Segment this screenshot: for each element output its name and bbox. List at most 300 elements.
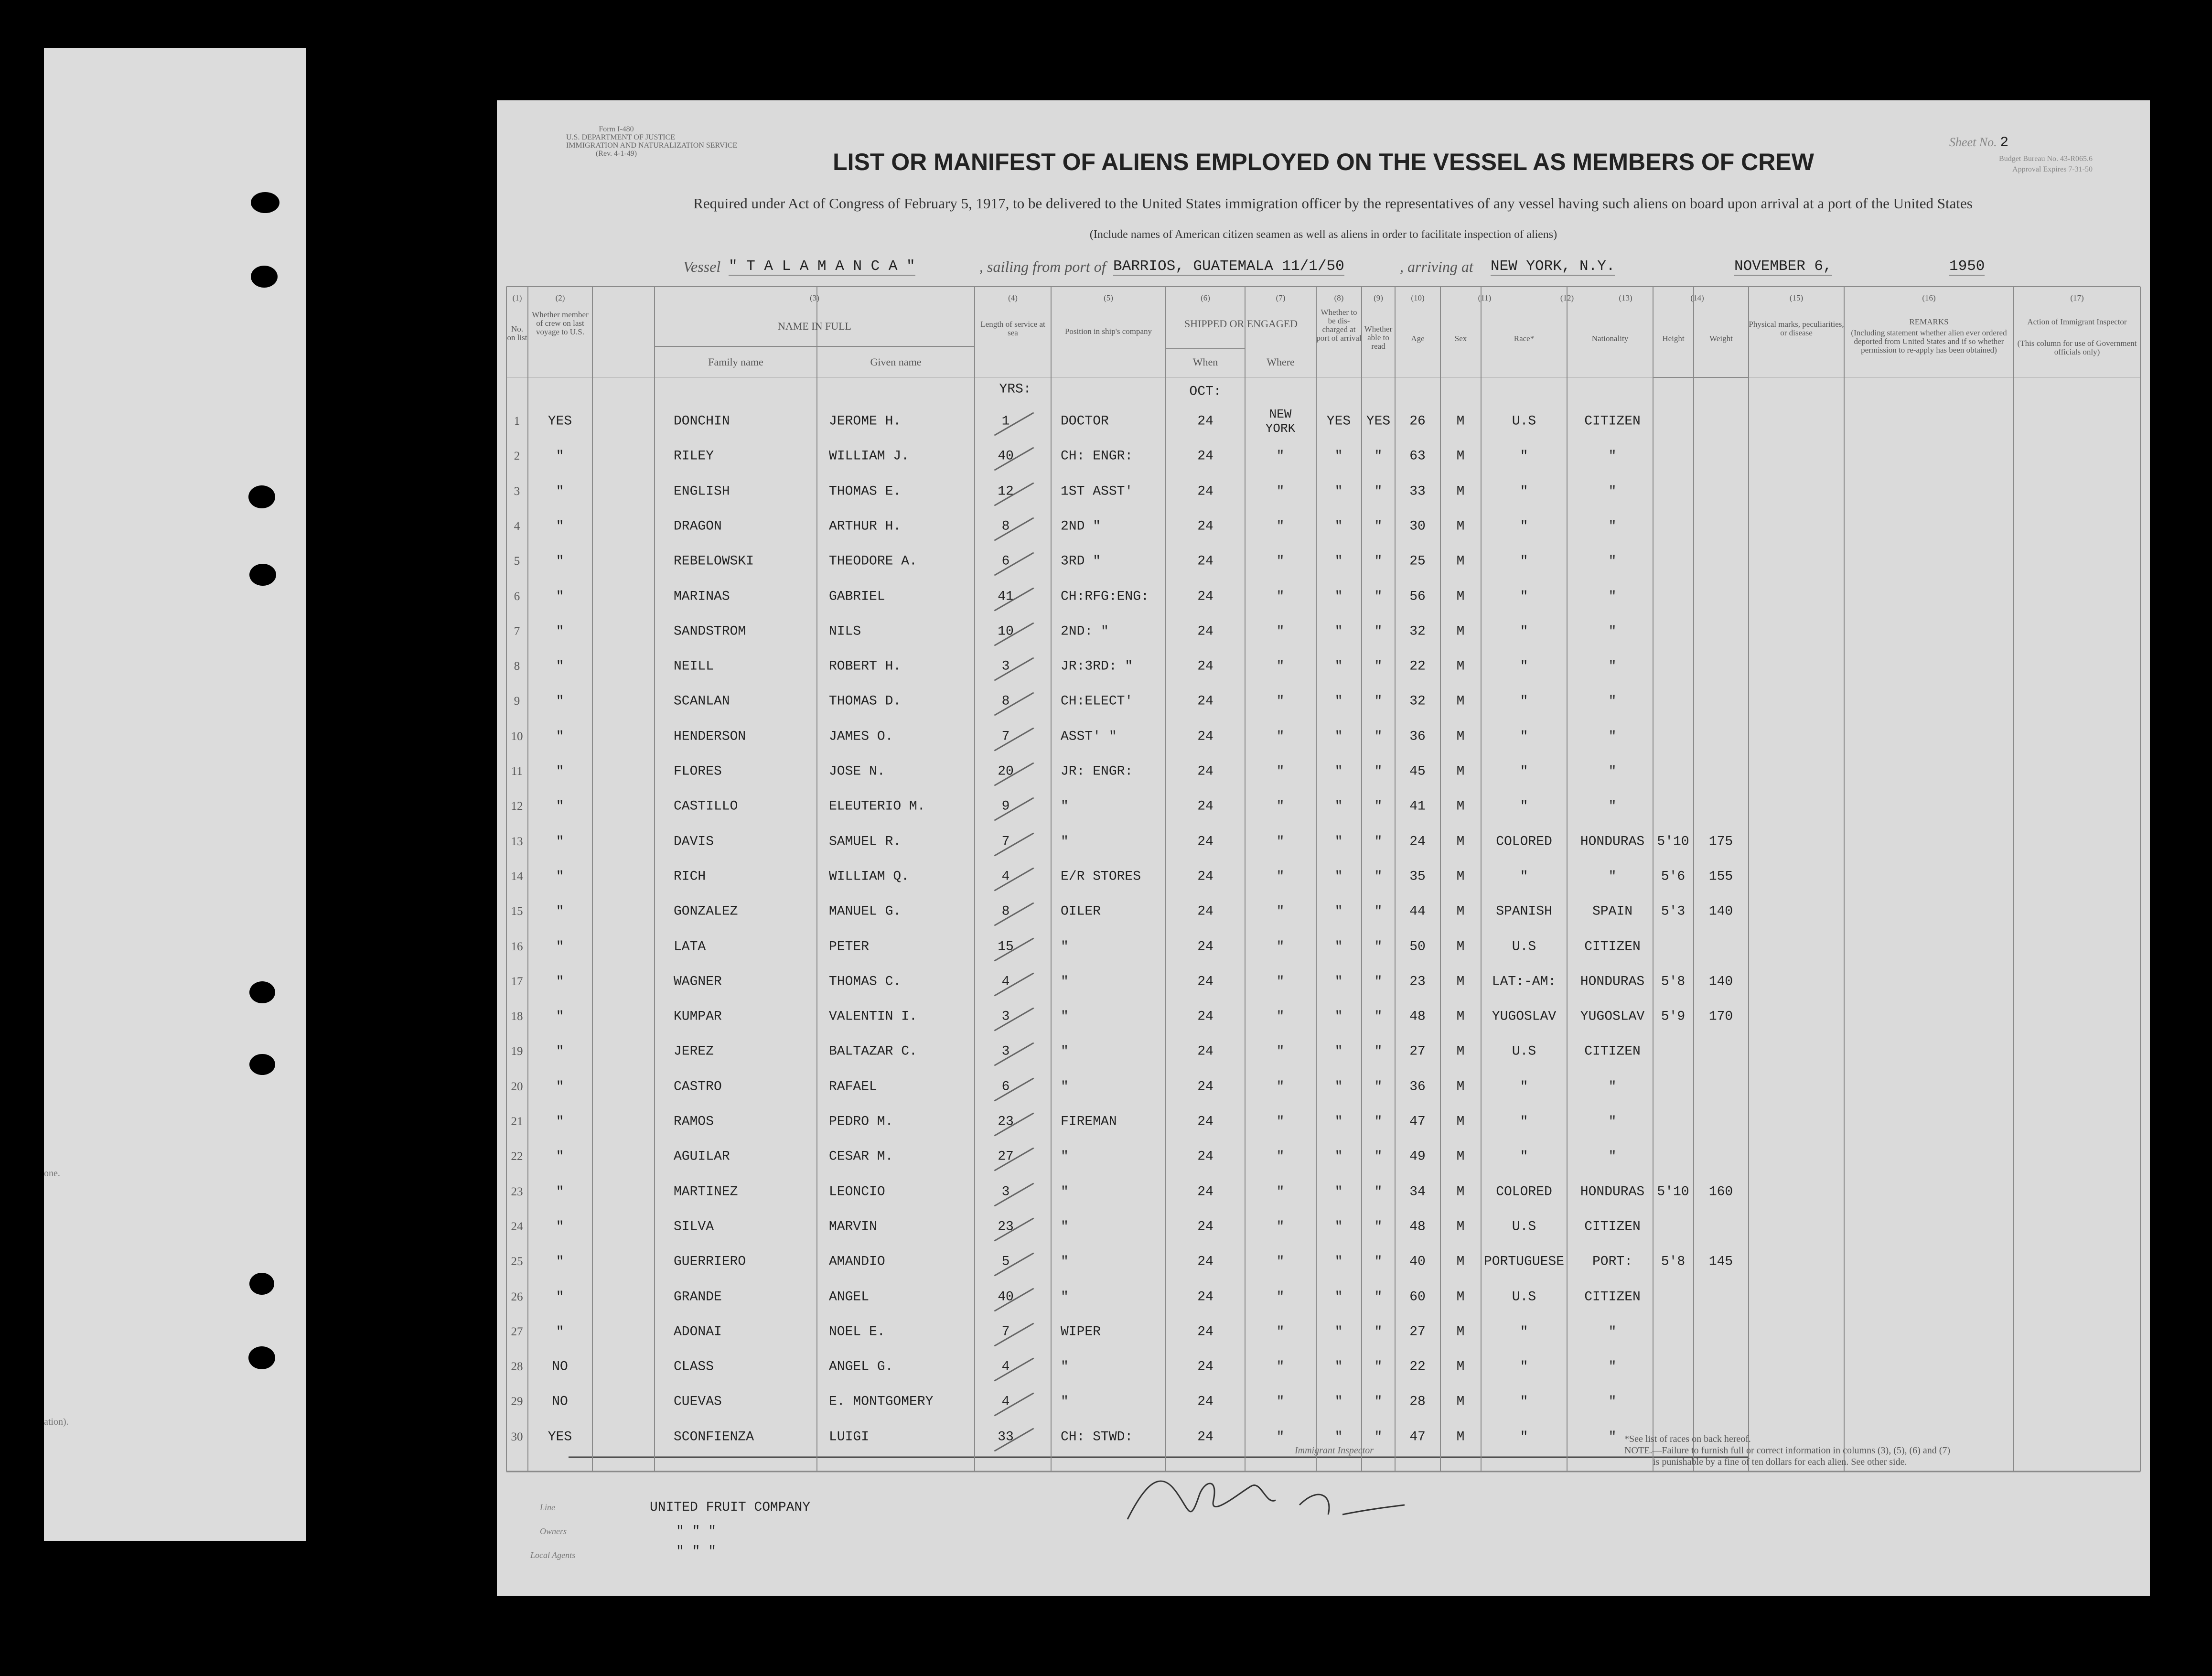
length-of-service-cell: 23 [998, 1114, 1014, 1129]
length-of-service-cell: 10 [998, 624, 1014, 639]
shipped-when-cell: 24 [1197, 1429, 1213, 1445]
shipped-where-cell: " [1276, 1359, 1285, 1375]
row-number: 14 [511, 870, 523, 883]
budget-number: Budget Bureau No. 43-R065.6 [1999, 155, 2093, 163]
height-cell: 5'8 [1661, 974, 1686, 989]
discharged-cell: " [1334, 939, 1343, 955]
shipped-when-cell: 24 [1197, 1184, 1213, 1200]
able-to-read-cell: " [1374, 1009, 1383, 1024]
position-cell: JR:3RD: " [1061, 659, 1133, 674]
position-cell: " [1061, 1149, 1069, 1164]
race-cell: U.S [1512, 414, 1536, 429]
shipping-line: UNITED FRUIT COMPANY [650, 1500, 811, 1515]
revision: (Rev. 4-1-49) [595, 150, 637, 158]
nationality-cell: " [1608, 1114, 1617, 1129]
row-number: 13 [511, 835, 523, 848]
shipped-where-cell: " [1276, 764, 1285, 779]
race-cell: COLORED [1496, 1184, 1552, 1200]
age-cell: 27 [1409, 1324, 1426, 1340]
height-cell: 5'10 [1657, 834, 1689, 849]
race-cell: " [1520, 1394, 1528, 1409]
length-of-service-cell: 7 [1001, 834, 1010, 849]
header-physical-marks: Physical marks, peculiarities, or disease [1749, 320, 1844, 337]
length-of-service-cell: 8 [1001, 904, 1010, 919]
race-cell: YUGOSLAV [1492, 1009, 1557, 1024]
shipped-when-cell: 24 [1197, 974, 1213, 989]
age-cell: 36 [1409, 729, 1426, 744]
shipped-when-cell: 24 [1197, 1254, 1213, 1269]
last-voyage-cell: " [556, 659, 564, 674]
header-weight: Weight [1709, 334, 1733, 343]
sex-cell: M [1456, 1429, 1465, 1445]
row-number: 28 [511, 1360, 523, 1373]
margin-fragment: ation). [44, 1417, 69, 1427]
row-number: 1 [514, 415, 520, 428]
penalty-note: NOTE.—Failure to furnish full or correct information in columns (3), (5), (6) and (7) [1624, 1445, 1951, 1456]
sex-cell: M [1456, 974, 1465, 989]
position-cell: " [1061, 1254, 1069, 1269]
shipped-when-cell: 24 [1197, 589, 1213, 604]
page-title: LIST OR MANIFEST OF ALIENS EMPLOYED ON THE VESSEL AS MEMBERS OF CREW [833, 149, 1814, 175]
sex-cell: M [1456, 1079, 1465, 1095]
shipped-when-cell: 24 [1197, 1359, 1213, 1375]
position-cell: " [1061, 1184, 1069, 1200]
able-to-read-cell: " [1374, 869, 1383, 884]
nationality-cell: PORT: [1592, 1254, 1632, 1269]
last-voyage-cell: " [556, 694, 564, 709]
race-cell: " [1520, 764, 1528, 779]
binder-hole [251, 266, 278, 288]
weight-cell: 140 [1708, 974, 1733, 989]
last-voyage-cell: " [556, 729, 564, 744]
family-name-cell: DONCHIN [674, 414, 730, 429]
position-cell: 2ND: " [1061, 624, 1109, 639]
able-to-read-cell: " [1374, 484, 1383, 499]
height-cell: 5'8 [1661, 1254, 1686, 1269]
position-cell: " [1061, 1219, 1069, 1235]
nationality-cell: HONDURAS [1580, 834, 1645, 849]
last-voyage-cell: " [556, 519, 564, 534]
shipped-where-cell: " [1276, 729, 1285, 744]
vessel-name: " T A L A M A N C A " [729, 258, 915, 275]
shipped-when-cell: 24 [1197, 764, 1213, 779]
length-of-service-cell: 12 [998, 484, 1014, 499]
discharged-cell: " [1334, 589, 1343, 604]
position-cell: CH:RFG:ENG: [1061, 589, 1149, 604]
given-name-cell: PETER [829, 939, 870, 955]
last-voyage-cell: " [556, 1079, 564, 1095]
age-cell: 35 [1409, 869, 1426, 884]
age-cell: 34 [1409, 1184, 1426, 1200]
shipped-where-cell: " [1276, 1009, 1285, 1024]
nationality-cell: HONDURAS [1580, 974, 1645, 989]
last-voyage-cell: " [556, 1219, 564, 1235]
race-cell: " [1520, 1114, 1528, 1129]
position-cell: OILER [1061, 904, 1101, 919]
sex-cell: M [1456, 1359, 1465, 1375]
height-cell: 5'10 [1657, 1184, 1689, 1200]
agents-value: " " " [676, 1544, 717, 1559]
discharged-cell: " [1334, 449, 1343, 464]
family-name-cell: GUERRIERO [674, 1254, 746, 1269]
discharged-cell: " [1334, 1359, 1343, 1375]
header-sex: Sex [1454, 334, 1467, 343]
header-inspector-note: (This column for use of Government officials only) [2017, 339, 2137, 356]
given-name-cell: MANUEL G. [829, 904, 902, 919]
nationality-cell: " [1608, 624, 1617, 639]
discharged-cell: " [1334, 834, 1343, 849]
discharged-cell: " [1334, 1009, 1343, 1024]
nationality-cell: " [1608, 1429, 1617, 1445]
nationality-cell: " [1608, 694, 1617, 709]
vessel-label: Vessel [683, 258, 721, 275]
last-voyage-cell: NO [552, 1359, 568, 1375]
given-name-cell: LEONCIO [829, 1184, 885, 1200]
shipped-where-cell: " [1276, 1184, 1285, 1200]
family-name-cell: REBELOWSKI [674, 554, 754, 569]
position-cell: " [1061, 1394, 1069, 1409]
given-name-cell: ROBERT H. [829, 659, 902, 674]
able-to-read-cell: " [1374, 834, 1383, 849]
position-cell: " [1061, 834, 1069, 849]
shipped-where-cell: " [1276, 1254, 1285, 1269]
race-cell: U.S [1512, 939, 1536, 955]
inspector-label: Immigrant Inspector [1295, 1445, 1374, 1456]
header-family-name: Family name [708, 356, 763, 368]
race-cell: U.S [1512, 1044, 1536, 1059]
able-to-read-cell: " [1374, 799, 1383, 814]
shipped-when-cell: 24 [1197, 729, 1213, 744]
given-name-cell: SAMUEL R. [829, 834, 902, 849]
row-number: 3 [514, 485, 520, 498]
able-to-read-cell: " [1374, 554, 1383, 569]
able-to-read-cell: " [1374, 729, 1383, 744]
sex-cell: M [1456, 484, 1465, 499]
weight-cell: 175 [1708, 834, 1733, 849]
last-voyage-cell: " [556, 554, 564, 569]
nationality-cell: " [1608, 729, 1617, 744]
discharged-cell: " [1334, 1394, 1343, 1409]
header-length-of-service: Length of service at sea [980, 320, 1045, 337]
age-cell: 25 [1409, 554, 1426, 569]
given-name-cell: CESAR M. [829, 1149, 893, 1164]
nationality-cell: " [1608, 554, 1617, 569]
discharged-cell: " [1334, 974, 1343, 989]
header-position: Position in ship's company [1064, 327, 1152, 336]
shipped-where-cell: " [1276, 1079, 1285, 1095]
shipped-where-cell: " [1276, 484, 1285, 499]
sex-cell: M [1456, 799, 1465, 814]
row-number: 19 [511, 1045, 523, 1058]
sex-cell: M [1456, 939, 1465, 955]
shipped-where-cell: " [1276, 834, 1285, 849]
able-to-read-cell: " [1374, 1114, 1383, 1129]
race-cell: " [1520, 589, 1528, 604]
nationality-cell: " [1608, 869, 1617, 884]
family-name-cell: ADONAI [674, 1324, 722, 1340]
header-nationality: Nationality [1591, 334, 1629, 343]
shipped-where-cell: " [1276, 694, 1285, 709]
weight-cell: 170 [1708, 1009, 1733, 1024]
last-voyage-cell: " [556, 589, 564, 604]
nationality-cell: " [1608, 659, 1617, 674]
position-cell: E/R STORES [1061, 869, 1141, 884]
length-of-service-cell: 3 [1001, 659, 1010, 674]
shipped-when-cell: 24 [1197, 1149, 1213, 1164]
sex-cell: M [1456, 519, 1465, 534]
shipped-when-cell: 24 [1197, 939, 1213, 955]
race-cell: U.S [1512, 1219, 1536, 1235]
family-name-cell: DAVIS [674, 834, 714, 849]
shipped-when-cell: 24 [1197, 869, 1213, 884]
sex-cell: M [1456, 1254, 1465, 1269]
shipped-where-cell: " [1276, 519, 1285, 534]
given-name-cell: NILS [829, 624, 861, 639]
length-of-service-cell: 8 [1001, 519, 1010, 534]
race-cell: " [1520, 1324, 1528, 1340]
given-name-cell: PEDRO M. [829, 1114, 893, 1129]
last-voyage-cell: " [556, 449, 564, 464]
family-name-cell: NEILL [674, 659, 714, 674]
row-number: 7 [514, 625, 520, 638]
column-number: (5) [1104, 293, 1113, 302]
length-of-service-cell: 23 [998, 1219, 1014, 1235]
discharged-cell: " [1334, 1324, 1343, 1340]
header-where: Where [1267, 356, 1295, 368]
able-to-read-cell: " [1374, 904, 1383, 919]
family-name-cell: GRANDE [674, 1289, 722, 1305]
able-to-read-cell: " [1374, 624, 1383, 639]
sex-cell: M [1456, 1044, 1465, 1059]
family-name-cell: RAMOS [674, 1114, 714, 1129]
shipped-when-cell: 24 [1197, 1394, 1213, 1409]
length-of-service-cell: 3 [1001, 1044, 1010, 1059]
given-name-cell: THOMAS C. [829, 974, 902, 989]
sheet-value: 2 [2000, 135, 2009, 151]
able-to-read-cell: " [1374, 1289, 1383, 1305]
column-number: (10) [1411, 293, 1425, 302]
length-of-service-cell: 15 [998, 939, 1014, 955]
race-cell: " [1520, 554, 1528, 569]
footer-notes [1624, 1433, 2150, 1468]
shipped-when-cell: 24 [1197, 834, 1213, 849]
nationality-cell: " [1608, 1394, 1617, 1409]
family-name-cell: WAGNER [674, 974, 722, 989]
nationality-cell: SPAIN [1592, 904, 1632, 919]
age-cell: 32 [1409, 624, 1426, 639]
nationality-cell: " [1608, 484, 1617, 499]
discharged-cell: " [1334, 1114, 1343, 1129]
position-cell: " [1061, 799, 1069, 814]
able-to-read-cell: " [1374, 1394, 1383, 1409]
given-name-cell: AMANDIO [829, 1254, 885, 1269]
height-cell: 5'3 [1661, 904, 1686, 919]
position-cell: " [1061, 1044, 1069, 1059]
discharged-cell: " [1334, 624, 1343, 639]
shipped-when-cell: 24 [1197, 1324, 1213, 1340]
family-name-cell: SCONFIENZA [674, 1429, 754, 1445]
race-cell: " [1520, 694, 1528, 709]
able-to-read-cell: " [1374, 1044, 1383, 1059]
last-voyage-cell: " [556, 1289, 564, 1305]
given-name-cell: RAFAEL [829, 1079, 877, 1095]
sex-cell: M [1456, 729, 1465, 744]
family-name-cell: CUEVAS [674, 1394, 722, 1409]
row-number: 23 [511, 1185, 523, 1198]
approval-expiry: Approval Expires 7-31-50 [2012, 165, 2093, 173]
family-name-cell: SANDSTROM [674, 624, 746, 639]
row-number: 29 [511, 1395, 523, 1408]
row-number: 26 [511, 1290, 523, 1303]
given-name-cell: THOMAS E. [829, 484, 902, 499]
able-to-read-cell: " [1374, 1324, 1383, 1340]
last-voyage-cell: " [556, 1254, 564, 1269]
able-to-read-cell: " [1374, 589, 1383, 604]
sailing-label: , sailing from port of [979, 258, 1106, 275]
age-cell: 47 [1409, 1114, 1426, 1129]
nationality-cell: CITIZEN [1584, 414, 1641, 429]
able-to-read-cell: " [1374, 1359, 1383, 1375]
given-name-cell: ELEUTERIO M. [829, 799, 925, 814]
shipped-when-cell: 24 [1197, 484, 1213, 499]
shipped-when-cell: 24 [1197, 554, 1213, 569]
given-name-cell: BALTAZAR C. [829, 1044, 917, 1059]
nationality-cell: HONDURAS [1580, 1184, 1645, 1200]
discharged-cell: " [1334, 1044, 1343, 1059]
shipped-when-cell: 24 [1197, 414, 1213, 429]
nationality-cell: CITIZEN [1584, 1044, 1641, 1059]
sex-cell: M [1456, 764, 1465, 779]
sex-cell: M [1456, 904, 1465, 919]
age-cell: 47 [1409, 1429, 1426, 1445]
family-name-cell: FLORES [674, 764, 722, 779]
age-cell: 22 [1409, 659, 1426, 674]
row-number: 25 [511, 1255, 523, 1268]
given-name-cell: WILLIAM J. [829, 449, 910, 464]
shipped-when-cell: 24 [1197, 1044, 1213, 1059]
header-remarks: REMARKS [1909, 317, 1949, 326]
able-to-read-cell: " [1374, 1429, 1383, 1445]
length-of-service-cell: 4 [1001, 1359, 1010, 1375]
given-name-cell: WILLIAM Q. [829, 869, 910, 884]
sex-cell: M [1456, 1219, 1465, 1235]
header-remarks-note: (Including statement whether alien ever ordered deported from United States and if so whether permission to re-apply has been obtained) [1851, 328, 2007, 355]
last-voyage-cell: YES [548, 1429, 572, 1445]
last-voyage-cell: " [556, 764, 564, 779]
age-cell: 44 [1409, 904, 1426, 919]
discharged-cell: " [1334, 1184, 1343, 1200]
row-number: 8 [514, 660, 520, 673]
able-to-read-cell: " [1374, 1254, 1383, 1269]
column-number: (9) [1374, 293, 1383, 302]
age-cell: 22 [1409, 1359, 1426, 1375]
sex-cell: M [1456, 869, 1465, 884]
shipped-when-cell: 24 [1197, 1009, 1213, 1024]
last-voyage-cell: " [556, 974, 564, 989]
shipped-where-cell: " [1276, 974, 1285, 989]
length-of-service-cell: 3 [1001, 1009, 1010, 1024]
discharged-cell: " [1334, 799, 1343, 814]
shipped-where-cell: " [1276, 1324, 1285, 1340]
race-cell: " [1520, 729, 1528, 744]
last-voyage-cell: " [556, 1324, 564, 1340]
age-cell: 41 [1409, 799, 1426, 814]
family-name-cell: DRAGON [674, 519, 722, 534]
column-number: (15) [1789, 293, 1804, 302]
header-inspector-action: Action of Immigrant Inspector [2027, 317, 2127, 326]
position-cell: CH: STWD: [1061, 1429, 1133, 1445]
shipped-when-cell: 24 [1197, 1079, 1213, 1095]
race-cell: COLORED [1496, 834, 1552, 849]
shipped-when-cell: 24 [1197, 1114, 1213, 1129]
shipped-when-cell: 24 [1197, 799, 1213, 814]
shipped-where-cell: " [1276, 1114, 1285, 1129]
length-of-service-cell: 4 [1001, 869, 1010, 884]
discharged-cell: " [1334, 659, 1343, 674]
nationality-cell: " [1608, 799, 1617, 814]
shipped-where-cell: " [1276, 939, 1285, 955]
column-number: (6) [1201, 293, 1210, 302]
position-cell: JR: ENGR: [1061, 764, 1133, 779]
nationality-cell: " [1608, 449, 1617, 464]
able-to-read-cell: YES [1366, 414, 1391, 429]
penalty-note-cont: is punishable by a fine of ten dollars for each alien. See other side. [1653, 1457, 1907, 1467]
header-race: Race* [1514, 334, 1535, 343]
header-able-to-read: Whether able to read [1364, 324, 1393, 351]
length-of-service-cell: 4 [1001, 974, 1010, 989]
able-to-read-cell: " [1374, 1079, 1383, 1095]
last-voyage-cell: " [556, 484, 564, 499]
length-of-service-cell: 41 [998, 589, 1014, 604]
family-name-cell: RILEY [674, 449, 714, 464]
service-name: IMMIGRATION AND NATURALIZATION SERVICE [566, 141, 738, 150]
given-name-cell: ANGEL G. [829, 1359, 893, 1375]
age-cell: 49 [1409, 1149, 1426, 1164]
age-cell: 26 [1409, 414, 1426, 429]
position-cell: DOCTOR [1061, 414, 1109, 429]
sex-cell: M [1456, 1184, 1465, 1200]
nationality-cell: " [1608, 1324, 1617, 1340]
race-cell: " [1520, 1429, 1528, 1445]
shipped-where-cell: " [1276, 449, 1285, 464]
shipped-when-cell: 24 [1197, 904, 1213, 919]
weight-cell: 145 [1708, 1254, 1733, 1269]
sex-cell: M [1456, 834, 1465, 849]
family-name-cell: GONZALEZ [674, 904, 738, 919]
line-label: Line [540, 1503, 556, 1512]
column-number: (7) [1276, 293, 1286, 302]
row-number: 11 [511, 765, 523, 778]
header-given-name: Given name [870, 356, 922, 368]
inspector-signature [1118, 1462, 1405, 1529]
position-cell: " [1061, 974, 1069, 989]
length-of-service-cell: 6 [1001, 554, 1010, 569]
length-of-service-cell: 4 [1001, 1394, 1010, 1409]
binder-hole [251, 192, 279, 213]
shipped-where-cell: " [1276, 589, 1285, 604]
shipped-when-cell: 24 [1197, 1289, 1213, 1305]
discharged-cell: " [1334, 1254, 1343, 1269]
length-of-service-cell: 9 [1001, 799, 1010, 814]
position-cell: CH: ENGR: [1061, 449, 1133, 464]
row-number: 27 [511, 1325, 523, 1338]
header-to-be-discharged: Whether to be dis-charged at port of arrival [1316, 308, 1362, 343]
height-cell: 5'9 [1661, 1009, 1686, 1024]
owners-value: " " " [676, 1524, 717, 1539]
family-name-cell: KUMPAR [674, 1009, 722, 1024]
sex-cell: M [1456, 1324, 1465, 1340]
family-name-cell: JEREZ [674, 1044, 714, 1059]
